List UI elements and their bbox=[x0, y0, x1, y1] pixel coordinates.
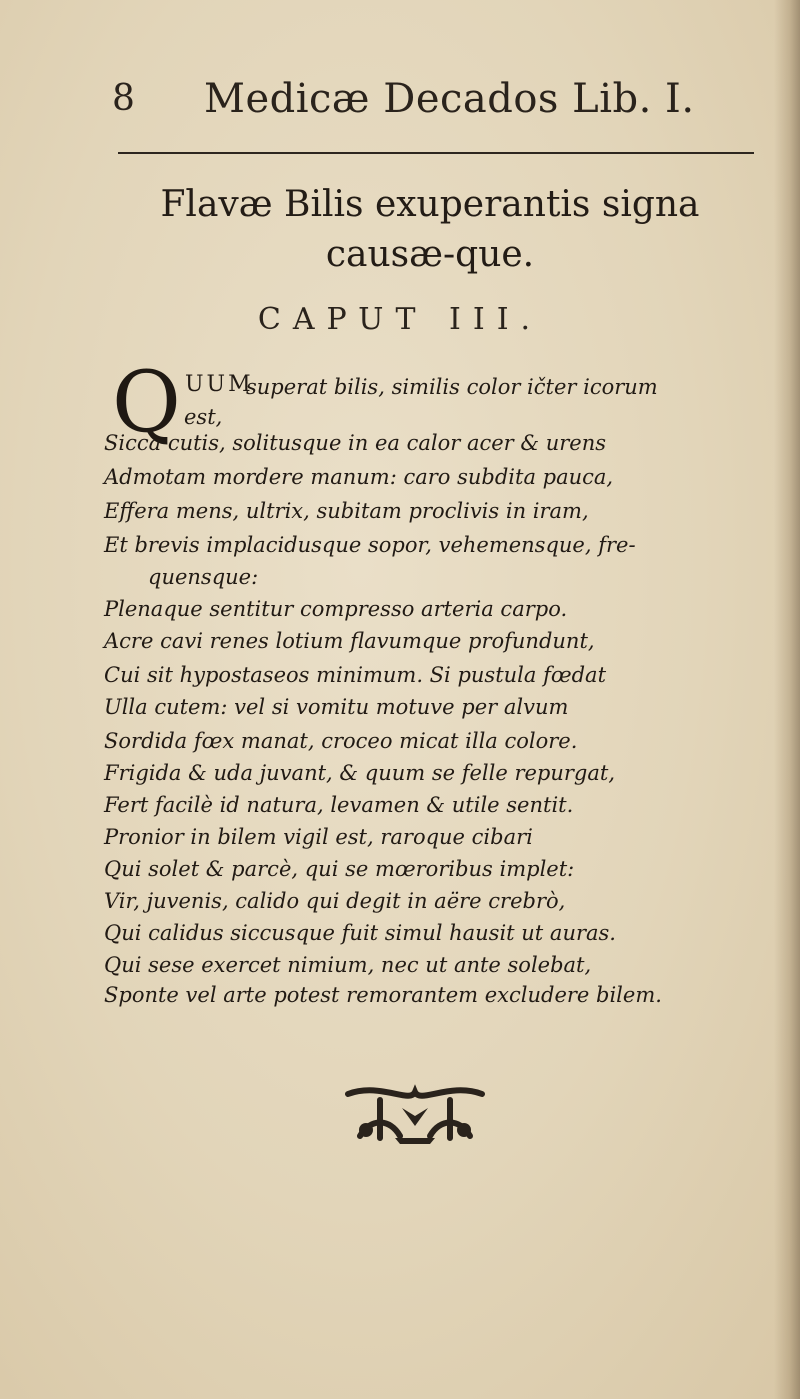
verse-line: est, bbox=[184, 405, 223, 429]
verse-line: Admotam mordere manum: caro subdita pauca, bbox=[104, 465, 614, 489]
verse-line: Qui solet & parcè, qui se mœroribus implet: bbox=[104, 857, 575, 881]
chapter-title: Flavæ Bilis exuperantis signa causæ-que. bbox=[160, 184, 700, 275]
verse-line: Qui calidus siccusque fuit simul hausit ut auras. bbox=[104, 921, 616, 945]
verse-line: Plenaque sentitur compresso arteria carpo. bbox=[104, 597, 568, 621]
verse-line: Qui sese exercet nimium, nec ut ante solebat, bbox=[104, 953, 592, 977]
verse-line: superat bilis, similis color ičter icorum bbox=[246, 375, 658, 399]
page-number: 8 bbox=[112, 78, 135, 119]
page-gutter-shadow bbox=[774, 0, 800, 1399]
drop-capital: Q bbox=[112, 353, 181, 451]
verse-line: Sicca cutis, solitusque in ea calor acer & urens bbox=[104, 431, 607, 455]
printers-ornament-icon bbox=[340, 1078, 490, 1148]
header-rule bbox=[118, 152, 754, 154]
verse-line: Sponte vel arte potest remorantem excludere bilem. bbox=[104, 983, 662, 1007]
verse-line: Vir, juvenis, calido qui degit in aëre crebrò, bbox=[104, 889, 566, 913]
verse-line: Cui sit hypostaseos minimum. Si pustula fœdat bbox=[104, 663, 607, 687]
lead-small-caps: UUM bbox=[185, 372, 254, 397]
verse-line: Frigida & uda juvant, & quum se felle repurgat, bbox=[104, 761, 616, 785]
verse-line: quensque: bbox=[148, 565, 259, 589]
verse-line: Ulla cutem: vel si vomitu motuve per alvum bbox=[104, 695, 569, 719]
verse-line: Effera mens, ultrix, subitam proclivis in iram, bbox=[104, 499, 589, 523]
running-header bbox=[108, 72, 708, 132]
verse-line: Fert facilè id natura, levamen & utile sentit. bbox=[104, 793, 574, 817]
running-title: Medicæ Decados Lib. I. bbox=[204, 76, 695, 122]
chapter-label: CAPUT III. bbox=[257, 302, 543, 337]
verse-line: Et brevis implacidusque sopor, vehemensque, fre- bbox=[104, 533, 636, 557]
verse-line: Acre cavi renes lotium flavumque profundunt, bbox=[104, 629, 595, 653]
verse-line: Sordida fœx manat, croceo micat illa colore. bbox=[104, 729, 578, 753]
verse-line: Pronior in bilem vigil est, raroque cibari bbox=[104, 825, 533, 849]
